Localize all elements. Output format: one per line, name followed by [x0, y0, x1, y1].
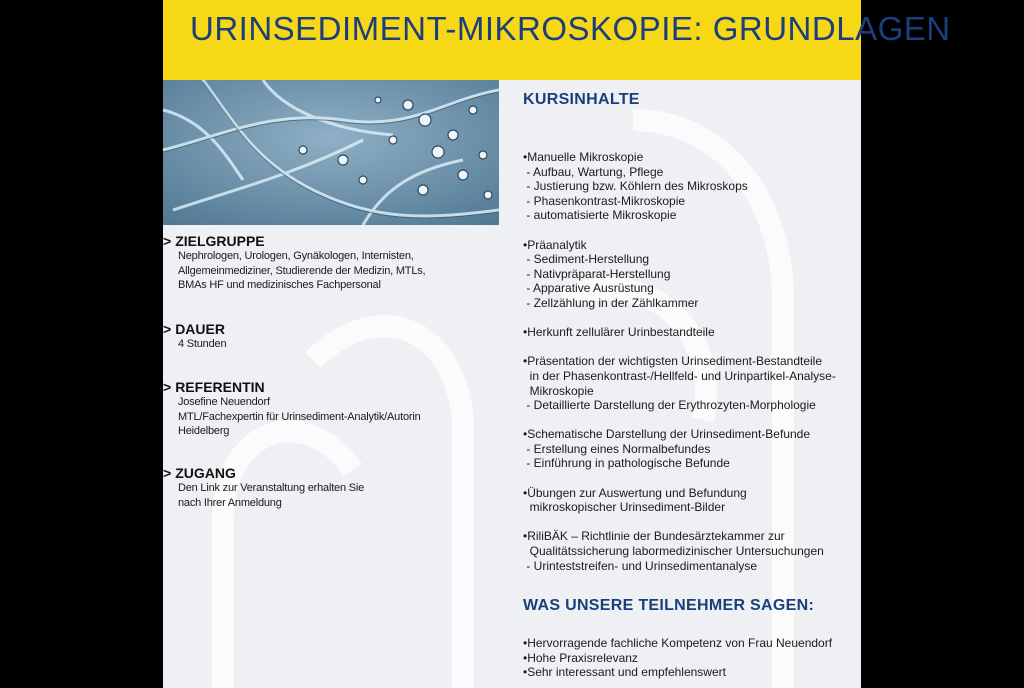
content-line: - Sediment-Herstellung: [523, 252, 650, 267]
body-line: Nephrologen, Urologen, Gynäkologen, Internisten,: [178, 250, 414, 262]
section-heading: DAUER: [175, 321, 225, 337]
content-line: - Apparative Ausrüstung: [523, 281, 654, 296]
content-block: [523, 150, 858, 223]
kursinhalte-heading: KURSINHALTE: [523, 91, 640, 108]
testimonial-item: •Sehr interessant und empfehlenswert: [523, 665, 726, 680]
content-line: - Urinteststreifen- und Urinsedimentanalyse: [523, 558, 758, 573]
section-zugang: [163, 465, 364, 510]
testimonial-item: •Hervorragende fachliche Kompetenz von Frau Neuendorf: [523, 636, 833, 650]
testimonials-heading: WAS UNSERE TEILNEHMER SAGEN:: [523, 597, 815, 614]
section-zielgruppe: [163, 233, 425, 293]
section-heading: ZIELGRUPPE: [175, 233, 265, 249]
content-line: mikroskopischer Urinsediment-Bilder: [523, 500, 726, 515]
content-block: [523, 529, 858, 573]
section-dauer: [163, 321, 226, 352]
course-content-list: [523, 150, 858, 588]
section-body: [178, 481, 364, 510]
body-line: Josefine Neuendorf: [178, 396, 270, 408]
content-line: •RiliBÄK – Richtlinie der Bundesärztekammer zur: [523, 529, 785, 544]
content-block: [523, 238, 858, 311]
content-line: Mikroskopie: [523, 383, 594, 398]
content-block: [523, 486, 858, 515]
content-line: - Zellzählung in der Zählkammer: [523, 295, 699, 310]
page-title: URINSEDIMENT-MIKROSKOPIE: GRUNDLAGEN: [190, 10, 951, 47]
body-line: Allgemeinmediziner, Studierende der Medizin, MTLs,: [178, 264, 426, 277]
section-heading: ZUGANG: [175, 465, 236, 481]
microscopy-photo: [163, 80, 499, 225]
content-block: [523, 354, 858, 412]
section-body: [178, 395, 421, 439]
flyer-page: [163, 0, 951, 688]
section-body: [178, 337, 226, 352]
section-heading: REFERENTIN: [175, 379, 265, 395]
content-line: - automatisierte Mikroskopie: [523, 208, 677, 223]
arrow-icon: >: [163, 379, 172, 395]
arrow-icon: >: [163, 233, 172, 249]
content-line: - Einführung in pathologische Befunde: [523, 456, 730, 471]
body-line: MTL/Fachexpertin für Urinsediment-Analytik/Autorin: [178, 410, 421, 423]
section-referentin: [163, 379, 421, 439]
content-line: - Nativpräparat-Herstellung: [523, 266, 671, 281]
content-block: [523, 325, 858, 340]
content-line: •Übungen zur Auswertung und Befundung: [523, 485, 747, 500]
content-line: - Detaillierte Darstellung der Erythrozyten-Morphologie: [523, 398, 816, 413]
body-line: BMAs HF und medizinisches Fachpersonal: [178, 279, 381, 291]
title-banner: [163, 0, 951, 80]
arrow-icon: >: [163, 465, 172, 481]
section-body: [178, 249, 425, 293]
body-line: Heidelberg: [178, 425, 230, 437]
body-line: nach Ihrer Anmeldung: [178, 496, 282, 509]
testimonial-item: •Hohe Praxisrelevanz: [523, 650, 638, 665]
content-line: in der Phasenkontrast-/Hellfeld- und Urinpartikel-Analyse-: [523, 368, 836, 383]
content-line: •Manuelle Mikroskopie: [523, 150, 644, 164]
content-line: •Schematische Darstellung der Urinsediment-Befunde: [523, 427, 811, 442]
body-line: 4 Stunden: [178, 338, 227, 350]
testimonials-list: [523, 636, 832, 680]
content-line: •Präanalytik: [523, 237, 587, 252]
content-line: - Justierung bzw. Köhlern des Mikroskops: [523, 179, 748, 194]
arrow-icon: >: [163, 321, 172, 337]
body-line: Den Link zur Veranstaltung erhalten Sie: [178, 482, 365, 494]
content-line: - Phasenkontrast-Mikroskopie: [523, 193, 686, 208]
content-block: [523, 427, 858, 471]
content-line: •Herkunft zellulärer Urinbestandteile: [523, 325, 715, 340]
content-line: •Präsentation der wichtigsten Urinsediment-Bestandteile: [523, 354, 823, 369]
content-line: - Erstellung eines Normalbefundes: [523, 441, 711, 456]
content-line: - Aufbau, Wartung, Pflege: [523, 164, 664, 179]
content-line: Qualitätssicherung labormedizinischer Untersuchungen: [523, 544, 824, 559]
